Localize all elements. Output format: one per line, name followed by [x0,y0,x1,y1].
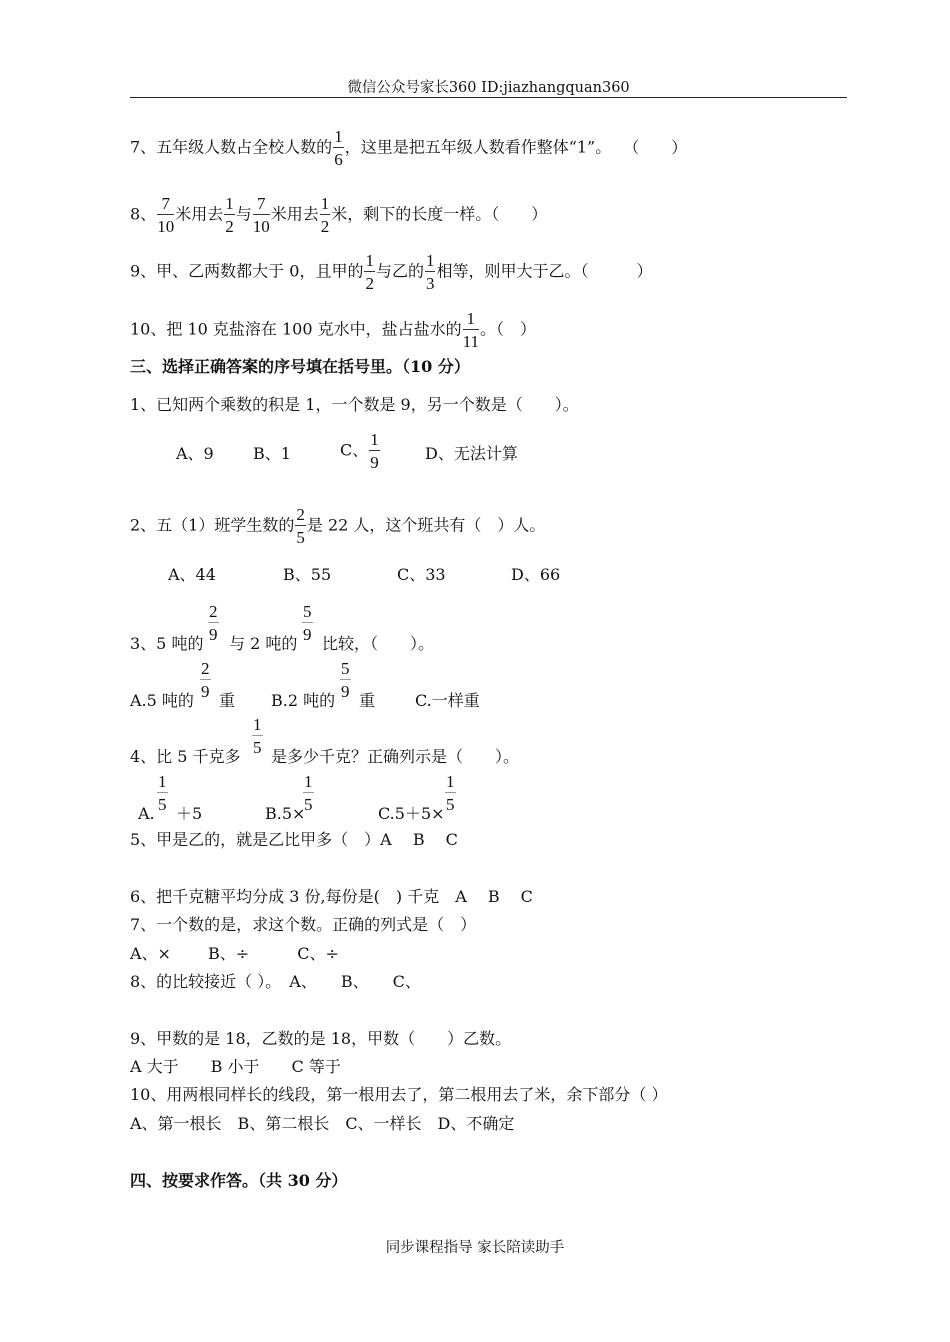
choice-q8: 8、的比较接近（ ）。 A、 B、 C、 [130,972,421,991]
judge-q10: 10、把 10 克盐溶在 100 克水中，盐占盐水的 $\frac{1}{11}$ 。（ ） [130,309,536,351]
choice-q9-options: A 大于 B 小于 C 等于 [130,1057,341,1076]
judge-q8: 8、 $\frac{7}{10}$ 米用去 $\frac{1}{2}$ 与 $\frac{7}{10}$ 米用去 $\frac{1}{2}$ 米，剩下的长度一样。（ ） [130,194,548,236]
choice-q4-opt-b: B.5× [265,804,306,823]
choice-q4-opt-c: C.5＋5× [378,804,445,823]
fraction: 1 5 [446,772,455,814]
choice-q1-opt-b: B、1 [253,444,291,463]
choice-q3-opt-a: A.5 吨的 [130,691,194,710]
choice-q3-b: 与 2 吨的 [229,634,298,653]
header-rule [130,97,847,98]
choice-q4-opt-a-suffix: ＋5 [176,804,203,823]
fraction: $\frac{7}{10}$ [157,194,175,236]
choice-q1: 1、已知两个乘数的积是 1，一个数是 9，另一个数是（ ）。 [130,395,579,414]
fraction: $\frac{1}{2}$ [225,194,234,236]
fraction: 1 5 [304,772,313,814]
fraction: $\frac{2}{5}$ [296,505,305,547]
fraction: $\frac{1}{9}$ [370,430,379,472]
fraction: 1 5 [158,772,167,814]
choice-q7-options: A、× B、÷ C、÷ [130,944,339,963]
fraction: $\frac{7}{10}$ [252,194,270,236]
choice-q4-b: 是多少千克？正确列示是（ ）。 [271,747,520,766]
fraction: 1 5 [253,715,262,757]
fraction: $\frac{1}{6}$ [334,127,343,169]
choice-q1-opt-d: D、无法计算 [425,444,518,463]
fraction: $\frac{1}{3}$ [425,251,435,293]
choice-q7: 7、一个数的是，求这个数。正确的列式是（ ） [130,915,477,934]
fraction: 5 9 [303,602,312,644]
choice-q1-opt-c: C、 $\frac{1}{9}$ [340,430,379,472]
choice-q10-options: A、第一根长 B、第二根长 C、一样长 D、不确定 [130,1114,515,1133]
choice-q2-opt-d: D、66 [511,565,561,584]
choice-q9: 9、甲数的是 18，乙数的是 18，甲数（ ）乙数。 [130,1029,512,1048]
choice-q4-opt-a: A. [138,804,155,823]
fraction: 2 9 [201,659,210,701]
judge-q7: 7、五年级人数占全校人数的 $\frac{1}{6}$ ，这里是把五年级人数看作整体“1”。 （ ） [130,127,688,169]
fraction: 5 9 [341,659,350,701]
choice-q4-a: 4、比 5 千克多 [130,747,241,766]
judge-q9: 9、甲、乙两数都大于 0，且甲的 $\frac{1}{2}$ 与乙的 $\frac{1}{3}$ 相等，则甲大于乙。（ ） [130,251,653,293]
choice-q2: 2、五（1）班学生数的 $\frac{2}{5}$ 是 22 人，这个班共有（ ）人。 [130,505,546,547]
fraction: $\frac{1}{2}$ [365,251,374,293]
choice-q3-opt-a-suffix: 重 [219,691,236,710]
fraction: 2 9 [209,602,218,644]
choice-q1-opt-a: A、9 [176,444,214,463]
choice-q6: 6、把千克糖平均分成 3 份,每份是( ) 千克 A B C [130,887,533,906]
section-3-heading: 三、选择正确答案的序号填在括号里。（10 分） [130,357,470,376]
choice-q3-a: 3、5 吨的 [130,634,204,653]
section-4-heading: 四、按要求作答。（共 30 分） [130,1171,348,1190]
choice-q3-opt-b-suffix: 重 [359,691,376,710]
choice-q3-opt-b: B.2 吨的 [271,691,336,710]
choice-q5: 5、甲是乙的，就是乙比甲多（ ）A B C [130,830,458,849]
fraction: $\frac{1}{2}$ [320,194,330,236]
choice-q2-opt-a: A、44 [168,565,216,584]
choice-q2-opt-b: B、55 [283,565,332,584]
choice-q3-c: 比较，（ ）。 [322,634,435,653]
page-header: 微信公众号家长360 ID:jiazhangquan360 [347,80,630,96]
choice-q2-opt-c: C、33 [397,565,446,584]
fraction: $\frac{1}{11}$ [462,309,479,351]
choice-q3-opt-c: C.一样重 [415,691,480,710]
page-footer: 同步课程指导 家长陪读助手 [385,1240,565,1256]
choice-q10: 10、用两根同样长的线段，第一根用去了，第二根用去了米，余下部分（ ） [130,1085,668,1104]
